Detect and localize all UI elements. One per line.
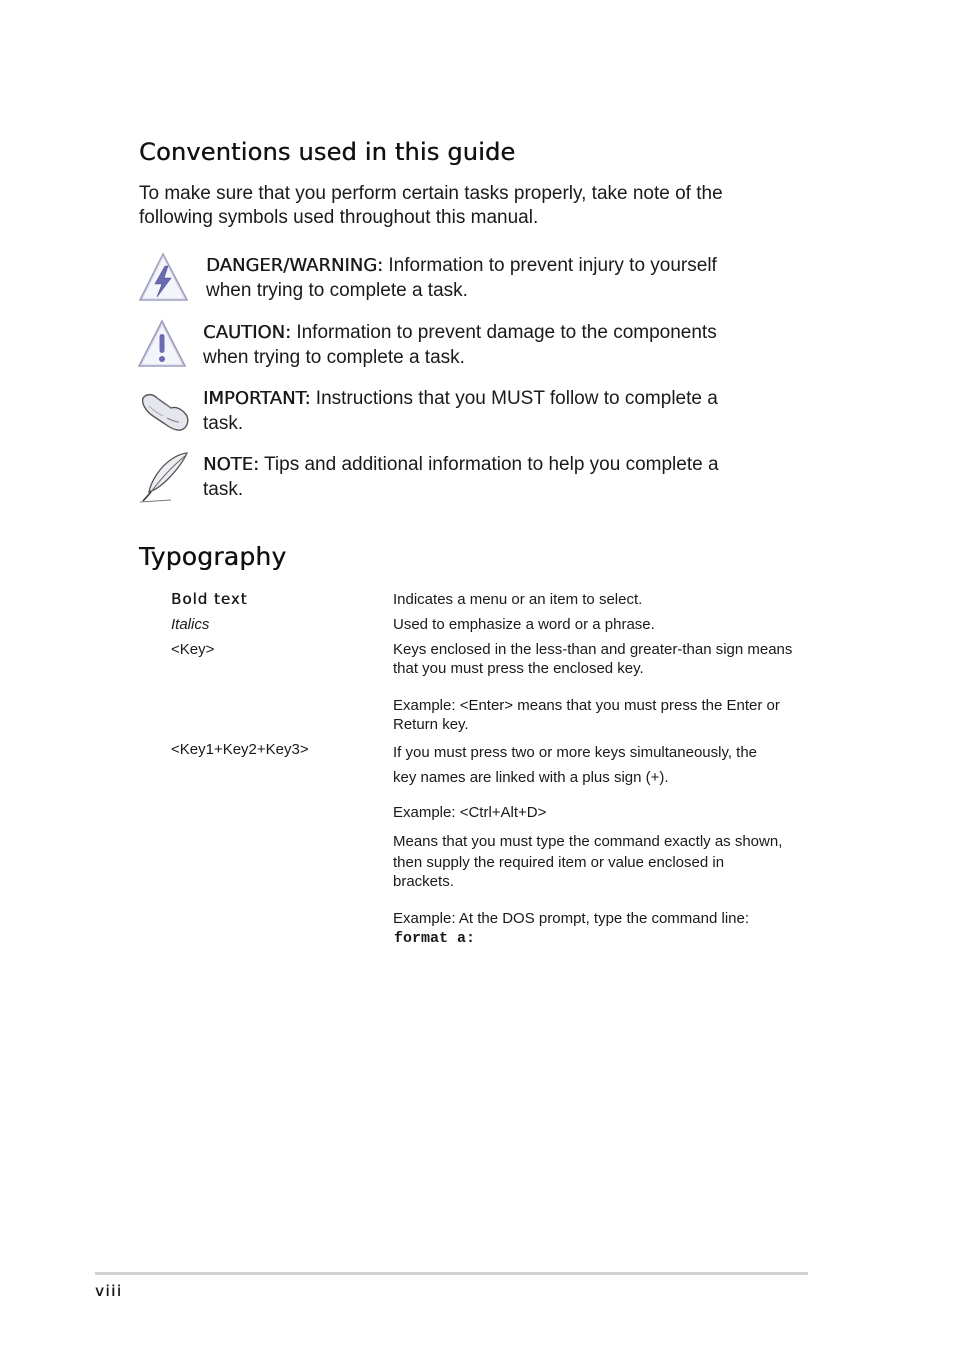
footer-divider [95,1272,808,1275]
caution-icon [137,318,191,372]
desc-key-combo-line-1: If you must press two or more keys simultaneously, the [393,744,758,761]
important-label: IMPORTANT: [203,388,311,409]
note-quill-icon [137,450,191,504]
danger-warning-icon [137,250,191,304]
conventions-intro [139,182,723,230]
conventions-heading: Conventions used in this guide [139,138,516,166]
notice-caution [203,321,717,370]
important-text: Instructions that you MUST follow to complete a [310,388,718,409]
example-key [393,696,813,734]
desc-key-line-1: Keys enclosed in the less-than and greater-than sign means [393,641,793,658]
notice-note [203,453,719,502]
desc-key-combo [393,740,813,790]
caution-text: Information to prevent damage to the components [291,322,717,343]
note-text: Tips and additional information to help you complete a [259,454,719,475]
important-text-2: task. [203,412,244,434]
note-text-2: task. [203,478,244,500]
caution-text-2: when trying to complete a task. [203,346,465,368]
example-key-combo: Example: <Ctrl+Alt+D> [393,804,547,821]
desc-key [393,640,813,678]
desc-command [393,832,813,891]
important-hand-icon [137,384,191,438]
desc-command-line-2: then supply the required item or value enclosed in [393,854,725,871]
desc-italics: Used to emphasize a word or a phrase. [393,616,655,633]
desc-key-combo-line-2: key names are linked with a plus sign (+). [393,769,669,786]
notice-important [203,387,718,436]
desc-command-line-3: brackets. [393,873,454,890]
term-key-combo: <Key1+Key2+Key3> [171,741,309,758]
desc-command-line-1: Means that you must type the command exactly as shown, [393,833,783,850]
notice-danger-warning [206,254,717,303]
danger-warning-label: DANGER/WARNING: [206,255,384,276]
command-format: format a: [394,930,476,947]
example-command: Example: At the DOS prompt, type the command line: [393,910,750,927]
intro-line-1: To make sure that you perform certain tasks properly, take note of the [139,183,723,204]
page-number: viii [95,1282,123,1300]
danger-warning-text-2: when trying to complete a task. [206,279,468,301]
caution-label: CAUTION: [203,322,292,343]
danger-warning-text: Information to prevent injury to yourself [383,255,717,276]
desc-key-line-2: that you must press the enclosed key. [393,660,644,677]
example-key-line-2: Return key. [393,716,469,733]
example-key-line-1: Example: <Enter> means that you must press the Enter or [393,697,780,714]
note-label: NOTE: [203,454,260,475]
intro-line-2: following symbols used throughout this manual. [139,207,539,228]
term-bold-text: Bold text [171,590,248,608]
term-italics: Italics [171,616,210,633]
typography-heading: Typography [139,542,287,571]
term-key: <Key> [171,641,215,658]
desc-bold-text: Indicates a menu or an item to select. [393,591,643,608]
